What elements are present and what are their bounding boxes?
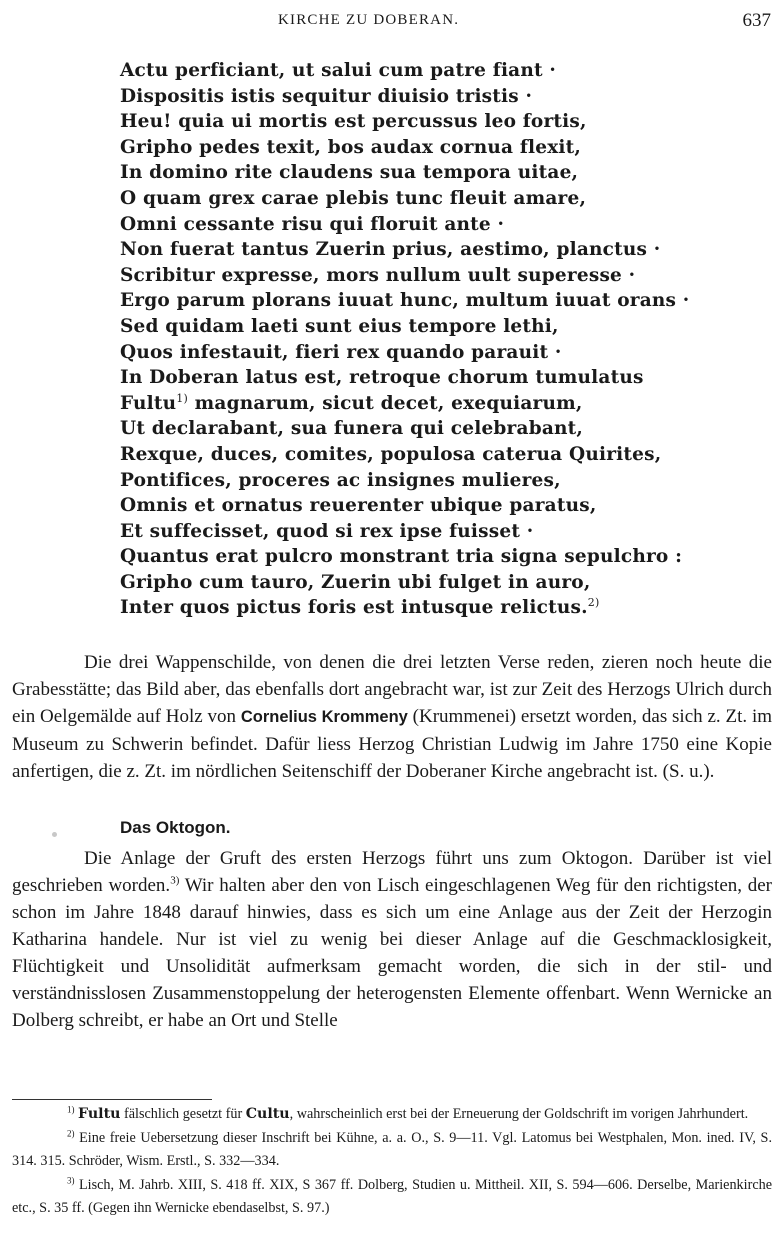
footnote-3: $^{3)}$ Lisch, M. Jahrb. XIII, S. 418 ff. XIX, S 367 ff. Dolberg, Studien u. Mittheil. XII, S. 594—606. Derselbe, Marienkirche etc., S. 35 ff. (Gegen ihn Wernicke ebendaselbst, S. 97.) xyxy=(12,1174,773,1216)
verse-line: Actu perficiant, ut salui cum patre fiant · xyxy=(120,60,557,81)
verse-line: Et suffecisset, quod si rex ipse fuisset · xyxy=(120,520,534,542)
verse-line: Pontifices, proceres ac insignes mulieres, xyxy=(120,469,561,491)
person-name: Cornelius Krommeny xyxy=(240,708,408,726)
verse-line: Omni cessante risu qui floruit ante · xyxy=(120,213,505,235)
verse-line: Heu! quia ui mortis est percussus leo fortis, xyxy=(120,111,587,133)
footnote-mark: 2) xyxy=(67,1127,75,1138)
running-head xyxy=(0,12,781,34)
verse-text: magnarum, sicut decet, exequiarum, xyxy=(194,392,583,414)
running-title: KIRCHE ZU DOBERAN. xyxy=(278,12,460,28)
verse-line: Scribitur expresse, mors nullum uult superesse · xyxy=(120,264,636,286)
paragraph-wappenschilde: Die drei Wappenschilde, von denen die drei letzten Verse reden, zieren noch heute die Grabesstätte; das Bild aber, das ebenfalls dort angebracht war, ist zur Zeit des Herzogs Ulrich durch ein Oelgemälde auf Holz von Cornelius Krommeny (Krummenei) ersetzt worden, das sich z. Zt. im Museum zu Schwerin befindet. Dafür liess Herzog Christian Ludwig im Jahre 1750 eine Kopie anfertigen, die z. Zt. im nördlichen Seitenschiff der Doberaner Kirche angebracht ist. (S. u.). xyxy=(12,652,773,782)
verse-text: Inter quos pictus foris est intusque relictus. xyxy=(120,597,588,619)
blackletter-word: Cultu xyxy=(245,1106,290,1122)
verse-line: Dispositis istis sequitur diuisio tristis · xyxy=(120,85,533,107)
verse-line: Omnis et ornatus reuerenter ubique paratus, xyxy=(120,495,597,517)
footnote-mark: 3) xyxy=(67,1174,75,1185)
verse-line: Gripho cum tauro, Zuerin ubi fulget in auro, xyxy=(120,571,591,593)
verse-line: Ergo parum plorans iuuat hunc, multum iuuat orans · xyxy=(120,290,690,312)
verse-line-with-footnote xyxy=(120,595,760,621)
paper-speck xyxy=(52,832,57,837)
footnote-ref-2[interactable]: 2) xyxy=(587,596,600,610)
verse-line: O quam grex carae plebis tunc fleuit amare, xyxy=(120,187,587,209)
footnote-2: $^{2)}$ Eine freie Uebersetzung dieser Inschrift bei Kühne, a. a. O., S. 9—11. Vgl. Latomus bei Westphalen, Mon. ined. IV, S. 314. 315. Schröder, Wism. Erstl., S. 332—334. xyxy=(12,1127,772,1169)
footnote-ref-1[interactable]: 1) xyxy=(176,391,188,405)
footnotes xyxy=(12,1103,772,1221)
footnote-mark: 1) xyxy=(67,1104,75,1115)
page-number: 637 xyxy=(742,10,771,31)
verse-line: In domino rite claudens sua tempora uitae, xyxy=(120,162,579,184)
verse-line: Ut declarabant, sua funera qui celebrabant, xyxy=(120,418,584,440)
paragraph-oktogon: Die Anlage der Gruft des ersten Herzogs führt uns zum Oktogon. Darüber ist viel geschrieben worden.$^{3)}$ Wir halten aber den von Lisch eingeschlagenen Weg für den richtigsten, der schon im Jahre 1848 darauf hinwies, dass es sich um eine Anlage aus der Zeit der Herzogin Katharina handele. Nur ist viel zu wenig bei dieser Anlage auf die Geschmacklosigkeit, Flüchtigkeit und Unsolidität aufmerksam gemacht worden, die sich in der stil- und verständnisslosen Zusammenstoppelung der heterogensten Elemente offenbart. Wenn Wernicke an Dolberg schreibt, er habe an Ort und Stelle xyxy=(12,848,772,1031)
verse-line: Sed quidam laeti sunt eius tempore lethi, xyxy=(120,315,559,337)
footnote-1: $^{1)}$ Fultu fälschlich gesetzt für Cultu, wahrscheinlich erst bei der Erneuerung der Goldschrift im vorigen Jahrhundert. xyxy=(67,1104,749,1122)
verse-line: Quos infestauit, fieri rex quando parauit · xyxy=(120,341,562,363)
verse-line: In Doberan latus est, retroque chorum tumulatus xyxy=(120,367,644,389)
latin-verse-inscription xyxy=(120,58,760,621)
verse-line: Non fuerat tantus Zuerin prius, aestimo, planctus · xyxy=(120,239,661,261)
verse-line: Rexque, duces, comites, populosa caterua Quirites, xyxy=(120,443,662,465)
blackletter-word: Fultu xyxy=(78,1106,121,1122)
section-heading: Das Oktogon. xyxy=(120,818,231,837)
verse-line: Quantus erat pulcro monstrant tria signa sepulchro : xyxy=(120,546,683,568)
verse-word: Fultu xyxy=(120,392,177,414)
footnote-divider xyxy=(12,1099,212,1100)
verse-line-with-footnote xyxy=(120,391,760,417)
verse-line: Gripho pedes texit, bos audax cornua flexit, xyxy=(120,136,582,158)
footnote-ref-3[interactable]: 3) xyxy=(170,874,180,887)
